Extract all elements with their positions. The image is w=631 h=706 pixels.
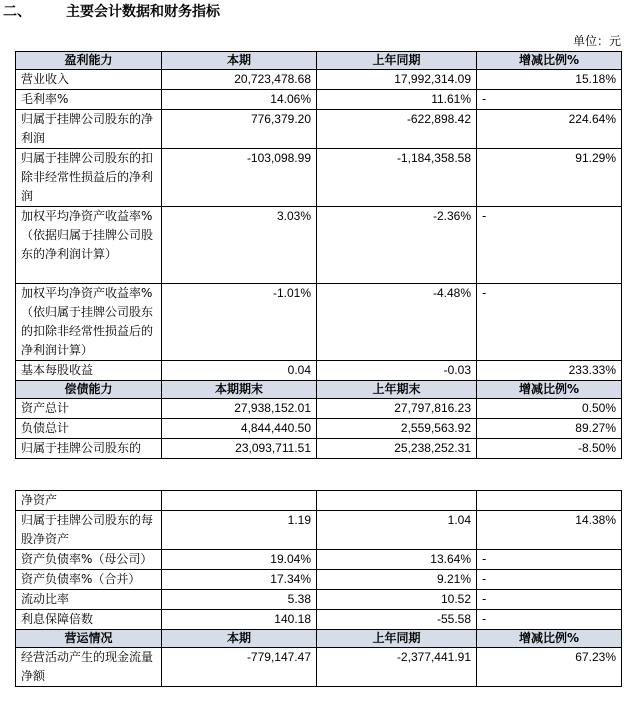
change-value: - <box>477 207 622 284</box>
section-title: 主要会计数据和财务指标 <box>66 4 220 20</box>
table-row <box>16 284 622 361</box>
prior-value: 17,992,314.09 <box>317 70 477 90</box>
row-label: 毛利率% <box>16 90 162 110</box>
section-number: 二、 <box>3 4 31 20</box>
row-label: 资产负债率%（母公司） <box>16 550 162 570</box>
row-label: 归属于挂牌公司股东的扣除非经常性损益后的净利润 <box>16 149 162 207</box>
header-cell: 营运情况 <box>16 630 162 648</box>
table-row <box>16 439 622 459</box>
current-value: 19.04% <box>162 550 317 570</box>
current-value: 140.18 <box>162 610 317 630</box>
row-label: 归属于挂牌公司股东的每股净资产 <box>16 511 162 550</box>
prior-value: 10.52 <box>317 590 477 610</box>
table-row <box>16 491 622 511</box>
header-cell: 增减比例% <box>477 52 622 70</box>
row-label: 净资产 <box>16 491 162 511</box>
prior-value: -2.36% <box>317 207 477 284</box>
current-value <box>162 491 317 511</box>
header-cell: 本期 <box>162 52 317 70</box>
table-row <box>16 610 622 630</box>
prior-value: -0.03 <box>317 361 477 381</box>
current-value: -1.01% <box>162 284 317 361</box>
prior-value: -2,377,441.91 <box>317 648 477 687</box>
table-row <box>16 570 622 590</box>
current-value: 20,723,478.68 <box>162 70 317 90</box>
change-value: 67.23% <box>477 648 622 687</box>
row-label: 营业收入 <box>16 70 162 90</box>
change-value: - <box>477 550 622 570</box>
table-row <box>16 550 622 570</box>
header-cell: 上年同期 <box>317 630 477 648</box>
row-label: 资产总计 <box>16 399 162 419</box>
header-row-profit <box>16 52 622 70</box>
prior-value: -55.58 <box>317 610 477 630</box>
unit-label: 单位：元 <box>572 34 621 48</box>
change-value: 91.29% <box>477 149 622 207</box>
current-value: 5.38 <box>162 590 317 610</box>
header-cell: 增减比例% <box>477 630 622 648</box>
prior-value: 1.04 <box>317 511 477 550</box>
change-value: - <box>477 570 622 590</box>
row-label: 经营活动产生的现金流量净额 <box>16 648 162 687</box>
table-row <box>16 70 622 90</box>
change-value: - <box>477 610 622 630</box>
row-label: 归属于挂牌公司股东的净利润 <box>16 110 162 149</box>
current-value: -103,098.99 <box>162 149 317 207</box>
prior-value: -4.48% <box>317 284 477 361</box>
prior-value: 2,559,563.92 <box>317 419 477 439</box>
header-cell: 本期 <box>162 630 317 648</box>
current-value: 27,938,152.01 <box>162 399 317 419</box>
table-row <box>16 110 622 149</box>
table-row <box>16 90 622 110</box>
change-value <box>477 491 622 511</box>
change-value: 89.27% <box>477 419 622 439</box>
current-value: 1.19 <box>162 511 317 550</box>
current-value: 14.06% <box>162 90 317 110</box>
row-label: 基本每股收益 <box>16 361 162 381</box>
header-cell: 盈利能力 <box>16 52 162 70</box>
header-cell: 上年期末 <box>317 381 477 399</box>
current-value: 3.03% <box>162 207 317 284</box>
table-row <box>16 648 622 687</box>
prior-value: -1,184,358.58 <box>317 149 477 207</box>
table-row <box>16 511 622 550</box>
header-cell: 上年同期 <box>317 52 477 70</box>
header-cell: 本期期末 <box>162 381 317 399</box>
table-row <box>16 149 622 207</box>
change-value: - <box>477 90 622 110</box>
header-cell: 增减比例% <box>477 381 622 399</box>
table-row <box>16 419 622 439</box>
change-value: 233.33% <box>477 361 622 381</box>
change-value: 224.64% <box>477 110 622 149</box>
prior-value: 9.21% <box>317 570 477 590</box>
current-value: 4,844,440.50 <box>162 419 317 439</box>
change-value: 0.50% <box>477 399 622 419</box>
current-value: 23,093,711.51 <box>162 439 317 459</box>
row-label: 负债总计 <box>16 419 162 439</box>
prior-value <box>317 491 477 511</box>
row-label: 流动比率 <box>16 590 162 610</box>
change-value: - <box>477 284 622 361</box>
row-label: 利息保障倍数 <box>16 610 162 630</box>
row-label: 归属于挂牌公司股东的 <box>16 439 162 459</box>
financial-table-bottom <box>15 490 622 687</box>
current-value: 0.04 <box>162 361 317 381</box>
prior-value: 11.61% <box>317 90 477 110</box>
row-label: 加权平均净资产收益率%（依据归属于挂牌公司股东的净利润计算） <box>16 207 162 284</box>
prior-value: 25,238,252.31 <box>317 439 477 459</box>
prior-value: 13.64% <box>317 550 477 570</box>
change-value: - <box>477 590 622 610</box>
financial-table-top <box>15 51 622 459</box>
current-value: 776,379.20 <box>162 110 317 149</box>
header-row-solvency <box>16 381 622 399</box>
prior-value: -622,898.42 <box>317 110 477 149</box>
table-row <box>16 207 622 284</box>
table-row <box>16 590 622 610</box>
table-row <box>16 361 622 381</box>
current-value: 17.34% <box>162 570 317 590</box>
current-value: -779,147.47 <box>162 648 317 687</box>
row-label: 加权平均净资产收益率%（依归属于挂牌公司股东的扣除非经常性损益后的净利润计算） <box>16 284 162 361</box>
row-label: 资产负债率%（合并） <box>16 570 162 590</box>
change-value: -8.50% <box>477 439 622 459</box>
table-row <box>16 399 622 419</box>
change-value: 15.18% <box>477 70 622 90</box>
prior-value: 27,797,816.23 <box>317 399 477 419</box>
header-cell: 偿债能力 <box>16 381 162 399</box>
change-value: 14.38% <box>477 511 622 550</box>
header-row-operation <box>16 630 622 648</box>
section-heading <box>3 1 220 23</box>
